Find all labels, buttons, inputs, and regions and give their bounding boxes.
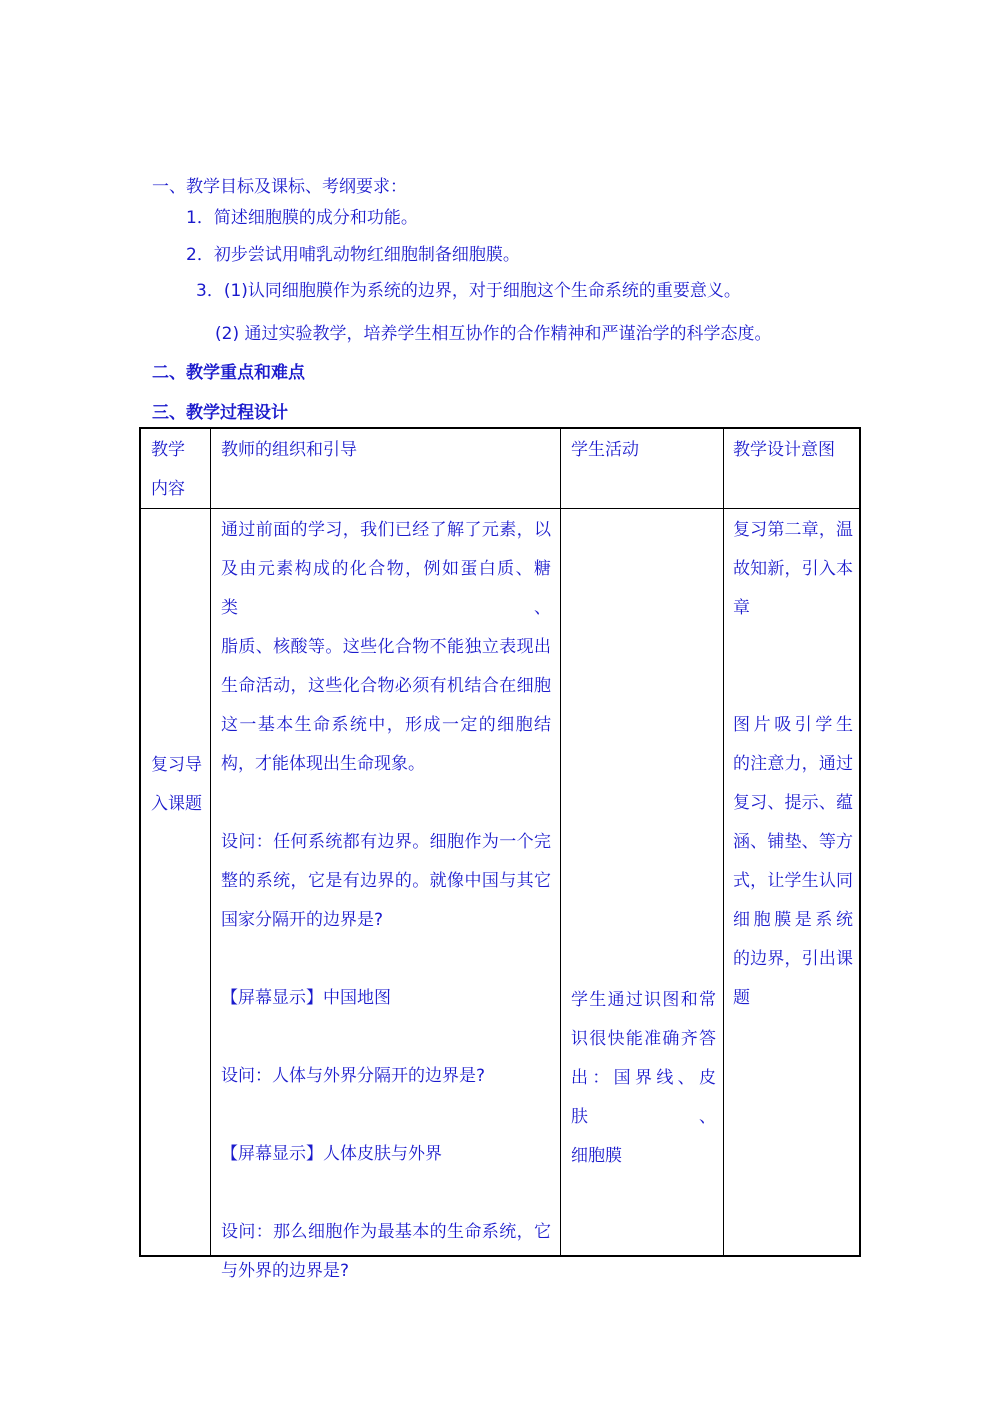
row-content: 复习导 入课题 <box>151 755 202 814</box>
teacher-p1-line: 脂质、核酸等。这些化合物不能独立表现出 <box>221 637 551 657</box>
header-teacher: 教师的组织和引导 <box>221 440 357 460</box>
row-intent: 复习第二章，温 故知新，引入本 章 图片吸引学生 的注意力，通过 复习、提示、蕴 涵、铺垫、等方 式，让学生认同 细胞膜是系统 的边界，引出课 题 <box>733 520 853 1008</box>
teacher-p1-line: 构，才能体现出生命现象。 <box>221 754 425 774</box>
teaching-process-table <box>139 427 861 1281</box>
teacher-screen-2: 【屏幕显示】人体皮肤与外界 <box>221 1144 442 1164</box>
objective-item-1: 1．简述细胞膜的成分和功能。 <box>186 208 418 228</box>
header-divider <box>141 508 859 509</box>
header-content: 教学 内容 <box>151 440 185 499</box>
teacher-p1-line: 及由元素构成的化合物，例如蛋白质、糖类、 <box>221 559 551 618</box>
teacher-q1-line: 整的系统，它是有边界的。就像中国与其它 <box>221 871 551 891</box>
teacher-q1-line: 设问：任何系统都有边界。细胞作为一个完 <box>221 832 551 852</box>
header-intent: 教学设计意图 <box>733 440 835 460</box>
section2-heading: 二、教学重点和难点 <box>152 363 305 383</box>
objective-item-2: 2．初步尝试用哺乳动物红细胞制备细胞膜。 <box>186 245 520 265</box>
column-divider <box>560 429 561 1255</box>
row-teacher <box>221 511 551 1291</box>
teacher-q3-line: 设问：那么细胞作为最基本的生命系统，它 <box>221 1222 551 1242</box>
teacher-q1-line: 国家分隔开的边界是? <box>221 910 384 930</box>
objective-item-3: 3．(1)认同细胞膜作为系统的边界，对于细胞这个生命系统的重要意义。 <box>196 281 741 301</box>
header-student: 学生活动 <box>571 440 639 460</box>
row-student: 学生通过识图和常 识很快能准确齐答 出：国界线、皮肤、 细胞膜 <box>571 990 716 1166</box>
teacher-q3-line: 与外界的边界是? <box>221 1261 350 1281</box>
teacher-screen-1: 【屏幕显示】中国地图 <box>221 988 391 1008</box>
teacher-p1-line: 这一基本生命系统中，形成一定的细胞结 <box>221 715 551 735</box>
objective-item-3b: (2) 通过实验教学，培养学生相互协作的合作精神和严谨治学的科学态度。 <box>215 324 772 344</box>
teacher-q2: 设问：人体与外界分隔开的边界是? <box>221 1066 486 1086</box>
column-divider <box>723 429 724 1255</box>
teacher-p1-line: 生命活动，这些化合物必须有机结合在细胞 <box>221 676 551 696</box>
section3-heading: 三、教学过程设计 <box>152 403 288 423</box>
teacher-p1-line: 通过前面的学习，我们已经了解了元素，以 <box>221 520 551 540</box>
column-divider <box>210 429 211 1255</box>
objectives-heading: 一、教学目标及课标、考纲要求： <box>152 177 407 197</box>
